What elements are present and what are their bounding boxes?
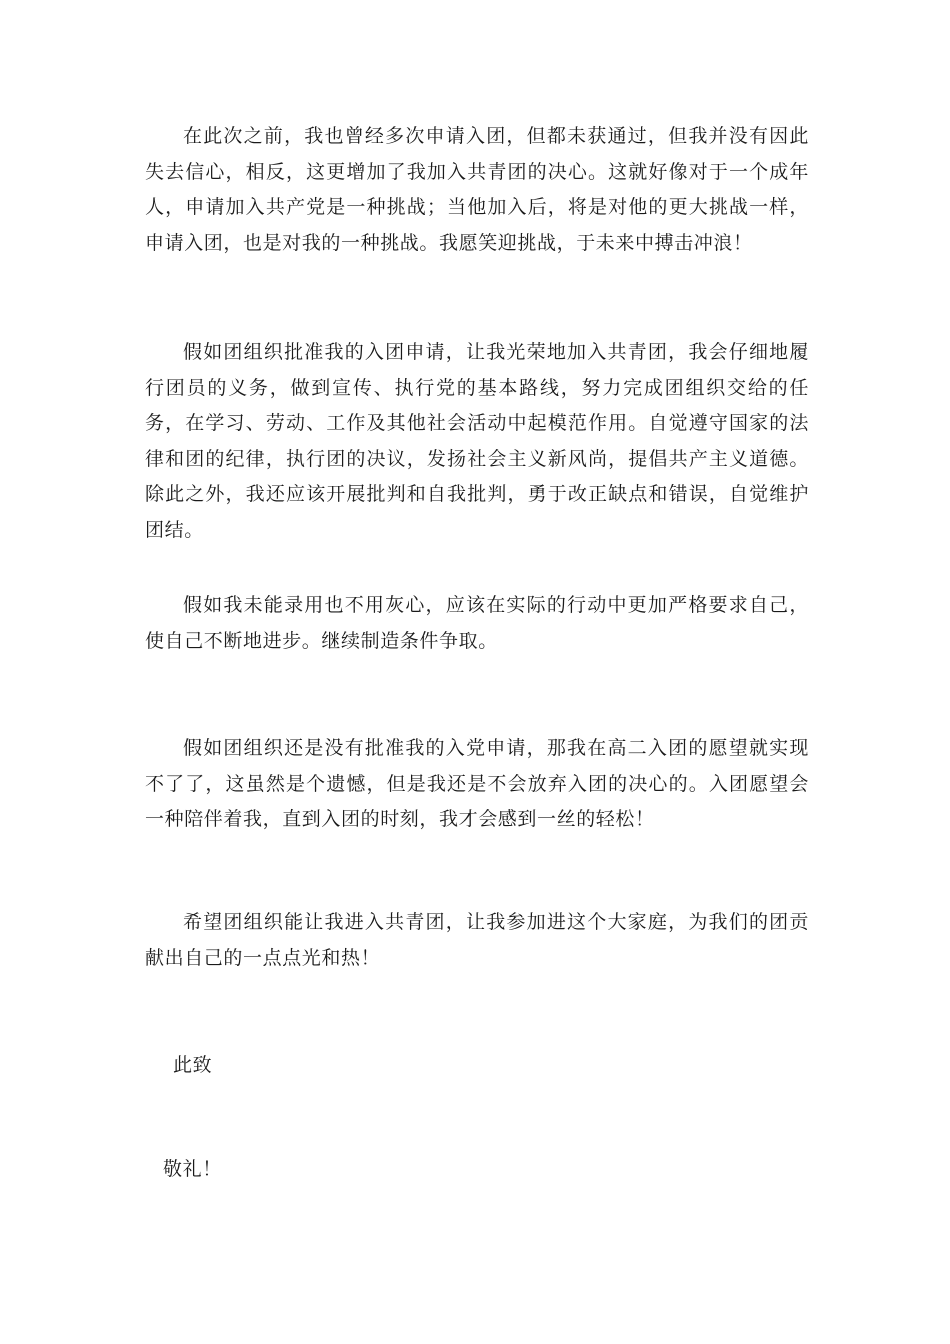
paragraph-not-accepted: 假如我未能录用也不用灰心，应该在实际的行动中更加严格要求自己，使自己不断地进步。继续制造条件争取。 xyxy=(145,594,809,652)
closing-salutation: 此致 xyxy=(173,1054,213,1076)
paragraph-continued-wish: 假如团组织还是没有批准我的入党申请，那我在高二入团的愿望就实现不了了，这虽然是个遗憾，但是我还是不会放弃入团的决心的。入团愿望会一种陪伴着我，直到入团的时刻，我才会感到一丝的轻松！ xyxy=(145,737,809,830)
closing-regards: 敬礼！ xyxy=(163,1158,222,1180)
paragraph-membership-duties: 假如团组织批准我的入团申请，让我光荣地加入共青团，我会仔细地履行团员的义务，做到宣传、执行党的基本路线，努力完成团组织交给的任务，在学习、劳动、工作及其他社会活动中起模范作用。自觉遵守国家的法律和团的纪律，执行团的决议，发扬社会主义新风尚，提倡共产主义道德。除此之外，我还应该开展批判和自我批判，勇于改正缺点和错误，自觉维护团结。 xyxy=(145,341,809,541)
paragraph-previous-attempts: 在此次之前，我也曾经多次申请入团，但都未获通过，但我并没有因此失去信心，相反，这更增加了我加入共青团的决心。这就好像对于一个成年人，申请加入共产党是一种挑战；当他加入后，将是对他的更大挑战一样，申请入团，也是对我的一种挑战。我愿笑迎挑战，于未来中搏击冲浪！ xyxy=(145,125,809,254)
paragraph-hope: 希望团组织能让我进入共青团，让我参加进这个大家庭，为我们的团贡献出自己的一点点光和热！ xyxy=(145,911,809,969)
